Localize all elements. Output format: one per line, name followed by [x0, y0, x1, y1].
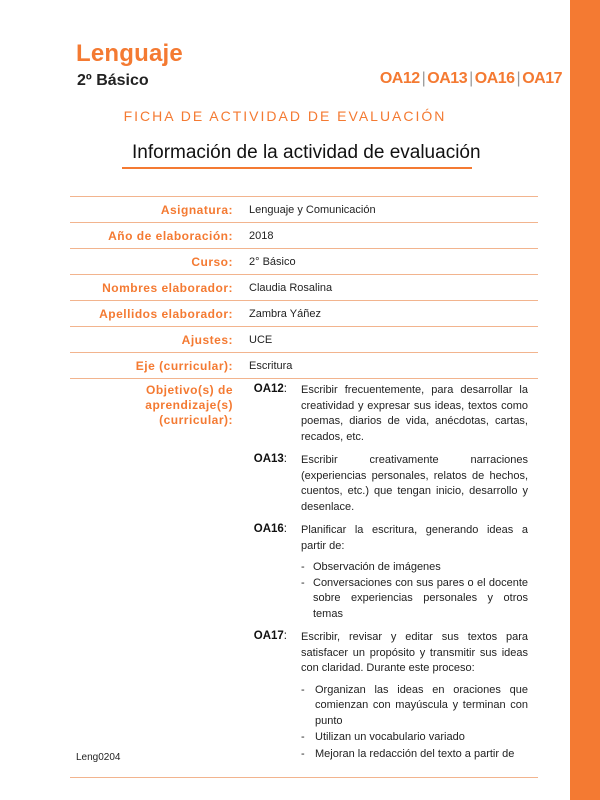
bullet-item: - Organizan las ideas en oraciones que comienzan con mayúscula y terminan con punto — [301, 683, 528, 730]
bullet-list — [301, 683, 528, 763]
bullet-item: - Utilizan un vocabulario variado — [301, 730, 528, 746]
objective-text — [301, 630, 538, 763]
row-label: Eje (curricular): — [135, 358, 233, 373]
objective-description: Escribir creativamente narraciones (experiencias personales, relatos de hechos, cuentos, etc.) que tengan inicio, desarrollo y desenlace. — [301, 454, 528, 513]
objective-text — [301, 383, 538, 445]
row-value: Escritura — [249, 359, 293, 372]
objectives-list — [245, 383, 538, 771]
row-label: Nombres elaborador: — [102, 280, 233, 295]
code-text: OA17 — [253, 630, 284, 642]
info-table — [70, 196, 538, 778]
oa-code: OA12 — [379, 70, 420, 87]
objective-description: Escribir frecuentemente, para desarrollar la creatividad y expresar sus ideas, textos como poemas, diarios de vida, anécdotas, cartas, recados, etc. — [301, 384, 528, 443]
bullet-text: Observación de imágenes — [313, 561, 441, 573]
bullet-text: Utilizan un vocabulario variado — [315, 731, 465, 743]
info-row-nombres — [70, 275, 538, 301]
bullet-item: - Conversaciones con sus pares o el docente sobre experiencias personales y otros temas — [301, 576, 528, 623]
row-label: Ajustes: — [181, 332, 233, 347]
info-row-apellidos — [70, 301, 538, 327]
code-text: OA13 — [253, 453, 284, 465]
row-value: Zambra Yáñez — [249, 307, 321, 320]
info-row-curso — [70, 249, 538, 275]
info-row-ano — [70, 223, 538, 249]
title-underline — [122, 167, 472, 169]
objective-description: Escribir, revisar y editar sus textos para satisfacer un propósito y transmitir sus ideas con claridad. Durante este proceso: — [301, 631, 528, 674]
objective-item — [245, 453, 538, 515]
objective-code: OA17: — [253, 630, 287, 642]
oa-codes-header — [380, 70, 562, 88]
row-value: Lenguaje y Comunicación — [249, 203, 376, 216]
objective-code: OA13: — [253, 453, 287, 465]
code-text: OA16 — [253, 523, 284, 535]
grade-label: 2º Básico — [77, 72, 149, 89]
objective-text — [301, 523, 538, 622]
objective-text — [301, 453, 538, 515]
objective-item — [245, 630, 538, 763]
separator: | — [516, 70, 521, 87]
info-row-objetivos — [70, 379, 538, 778]
row-label: Curso: — [191, 254, 233, 269]
oa-code: OA16 — [474, 70, 515, 87]
bullet-text: Conversaciones con sus pares o el docente sobre experiencias personales y otros temas — [313, 576, 528, 620]
bullet-item: - Observación de imágenes — [301, 560, 528, 576]
subject-title: Lenguaje — [76, 40, 183, 67]
objective-code: OA12: — [253, 383, 287, 395]
objective-code: OA16: — [253, 523, 287, 535]
row-label: Asignatura: — [160, 202, 233, 217]
row-value: 2018 — [249, 229, 274, 242]
section-title: Información de la actividad de evaluación — [132, 142, 481, 163]
row-label: Apellidos elaborador: — [99, 306, 233, 321]
bullet-item: - Mejoran la redacción del texto a partir de — [301, 747, 528, 763]
separator: | — [469, 70, 473, 87]
code-text: OA12 — [253, 383, 284, 395]
row-label: Objetivo(s) de aprendizaje(s) (curricular): — [145, 383, 233, 427]
document-code: Leng0204 — [76, 752, 121, 763]
info-row-eje — [70, 353, 538, 379]
ficha-label: FICHA DE ACTIVIDAD DE EVALUACIÓN — [123, 108, 447, 124]
info-row-asignatura — [70, 197, 538, 223]
oa-code: OA13 — [427, 70, 468, 87]
bullet-text: Organizan las ideas en oraciones que comienzan con mayúscula y terminan con punto — [315, 683, 528, 727]
row-value: UCE — [249, 333, 273, 346]
bullet-text: Mejoran la redacción del texto a partir de — [315, 747, 515, 760]
info-row-ajustes — [70, 327, 538, 353]
objective-item — [245, 523, 538, 622]
separator: | — [421, 70, 426, 87]
objective-item — [245, 383, 538, 445]
row-label: Año de elaboración: — [108, 228, 233, 243]
oa-code: OA17 — [522, 70, 562, 87]
bullet-list — [301, 560, 528, 622]
row-value: 2° Básico — [249, 255, 296, 268]
row-value: Claudia Rosalina — [249, 281, 333, 294]
objective-description: Planificar la escritura, generando ideas a partir de: — [301, 524, 528, 552]
